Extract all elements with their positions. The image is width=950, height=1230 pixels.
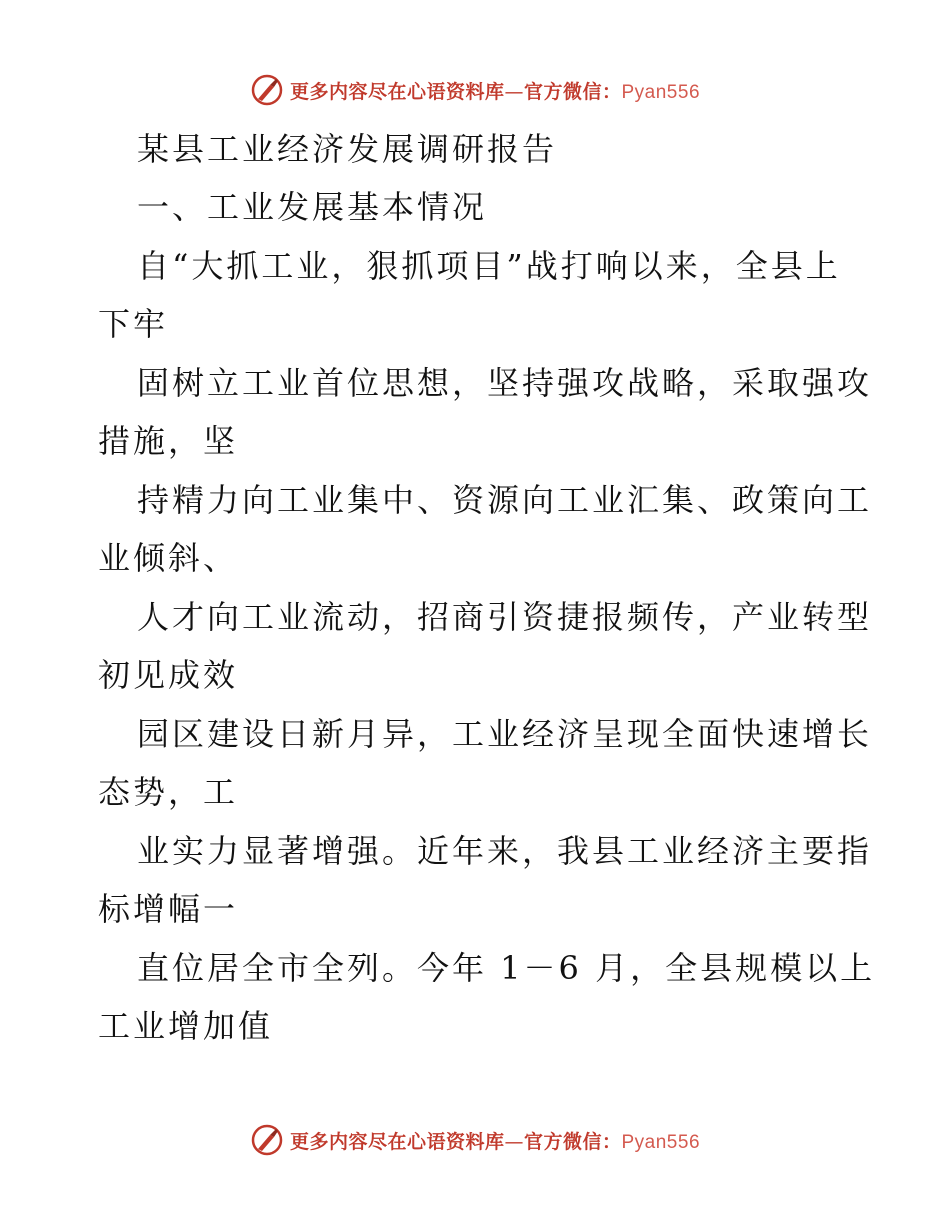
paragraph-line: 自“大抓工业，狠抓项目”战打响以来，全县上 bbox=[137, 247, 841, 285]
watermark-site: 更多内容尽在心语资料库 bbox=[289, 80, 505, 103]
paragraph-line: 初见成效 bbox=[98, 656, 239, 694]
watermark-footer bbox=[0, 1120, 950, 1160]
watermark-text bbox=[290, 1127, 700, 1154]
watermark-separator: — bbox=[504, 1130, 524, 1153]
paragraph-line: 人才向工业流动，招商引资捷报频传，产业转型 bbox=[137, 598, 873, 636]
paragraph-line: 直位居全市全列。今年 1－6 月，全县规模以上 bbox=[137, 949, 876, 987]
watermark-label: 官方微信： bbox=[523, 1130, 622, 1153]
watermark-separator: — bbox=[504, 80, 524, 103]
paragraph-line: 业实力显著增强。近年来，我县工业经济主要指 bbox=[137, 832, 873, 870]
pen-logo-icon bbox=[250, 1123, 284, 1157]
paragraph-line: 持精力向工业集中、资源向工业汇集、政策向工 bbox=[137, 481, 873, 519]
paragraph-line: 措施，坚 bbox=[98, 422, 239, 460]
pen-logo-icon bbox=[250, 73, 284, 107]
watermark-wechat-id: Pyan556 bbox=[621, 1131, 701, 1153]
watermark-wechat-id: Pyan556 bbox=[621, 81, 701, 103]
watermark-label: 官方微信： bbox=[523, 80, 622, 103]
watermark-site: 更多内容尽在心语资料库 bbox=[289, 1130, 505, 1153]
paragraph-line: 固树立工业首位思想，坚持强攻战略，采取强攻 bbox=[137, 364, 873, 402]
watermark-text bbox=[290, 77, 700, 104]
section-heading: 一、工业发展基本情况 bbox=[137, 188, 488, 226]
watermark-header bbox=[0, 70, 950, 110]
paragraph-line: 态势，工 bbox=[98, 773, 239, 811]
paragraph-line: 标增幅一 bbox=[98, 890, 239, 928]
paragraph-line: 业倾斜、 bbox=[98, 539, 239, 577]
paragraph-line: 园区建设日新月异，工业经济呈现全面快速增长 bbox=[137, 715, 873, 753]
paragraph-line: 工业增加值 bbox=[98, 1007, 274, 1045]
paragraph-line: 下牢 bbox=[98, 305, 169, 343]
document-title: 某县工业经济发展调研报告 bbox=[137, 130, 558, 168]
